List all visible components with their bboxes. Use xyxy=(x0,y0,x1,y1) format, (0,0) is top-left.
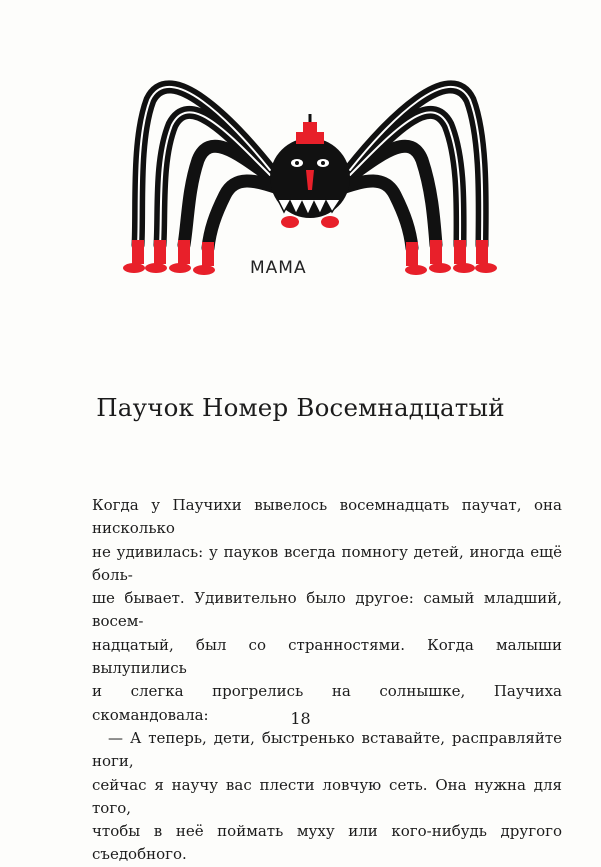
spider-drawing xyxy=(110,60,510,300)
text-line: не удивилась: у пауков всегда помногу детей, иногда ещё боль- xyxy=(92,542,562,584)
text-line: и слегка прогрелись на солнышке, Паучиха скомандовала: xyxy=(92,682,562,724)
text-line: — А теперь, дети, быстренько вставайте, расправляйте ноги, xyxy=(92,728,562,771)
chapter-title: Паучок Номер Восемнадцатый xyxy=(96,393,505,422)
illustration-caption: МАМА xyxy=(250,258,307,278)
text-line: Когда у Паучихи вывелось восемнадцать паучат, она нисколько xyxy=(92,496,562,538)
text-line: ше бывает. Удивительно было другое: самый младший, восем- xyxy=(92,589,562,631)
text-line: надцатый, был со странностями. Когда малыши вылупились xyxy=(92,635,562,678)
page-number: 18 xyxy=(290,709,311,728)
text-line: сейчас я научу вас плести ловчую сеть. Она нужна для того, xyxy=(92,775,562,817)
spider-mother-illustration xyxy=(110,60,510,300)
body-text xyxy=(92,494,562,867)
text-line: чтобы в неё поймать муху или кого-нибудь другого съедобного. xyxy=(92,822,562,864)
